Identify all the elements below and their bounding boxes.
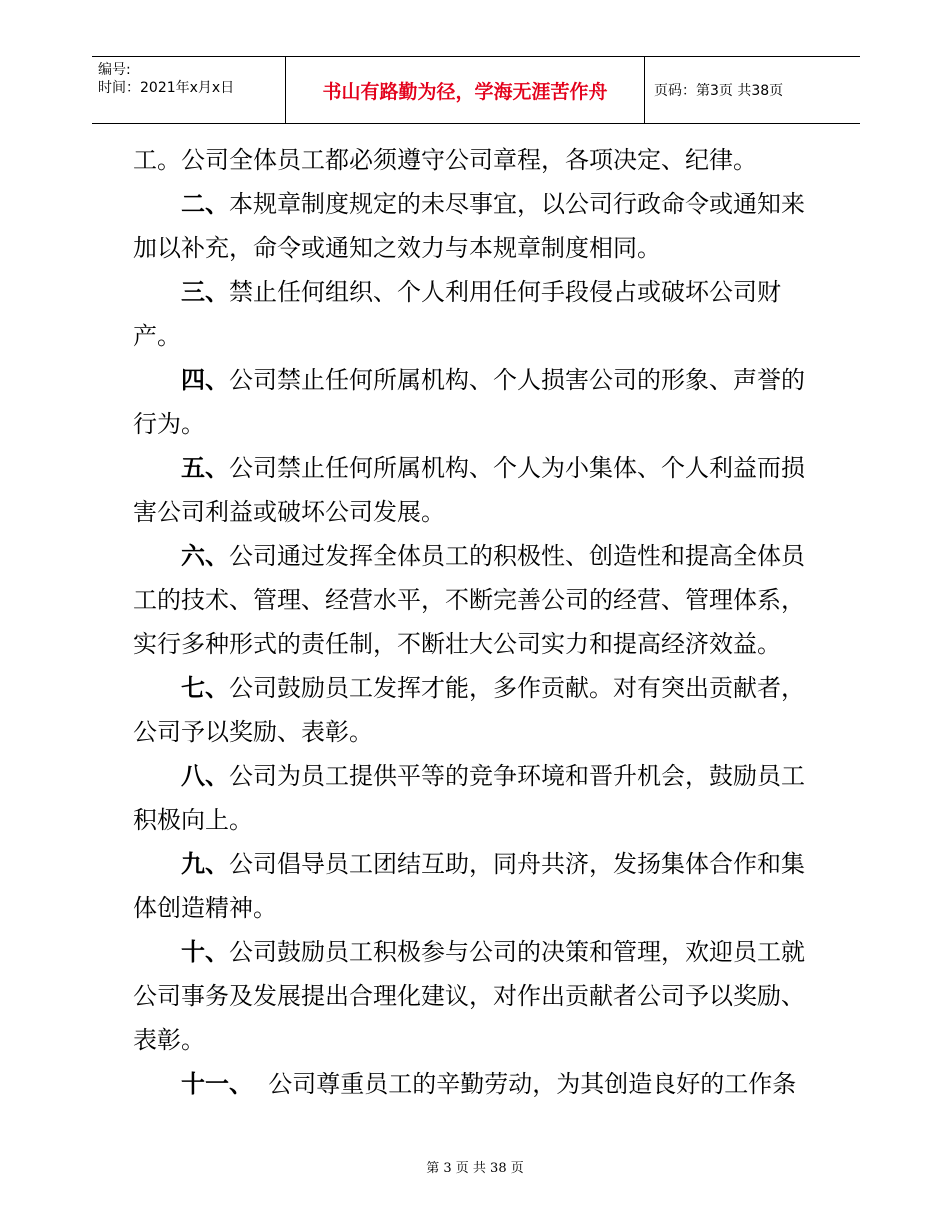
clause-number: 十一、 [181,1070,253,1098]
clause-text: 公司鼓励员工积极参与公司的决策和管理，欢迎员工就公司事务及发展提出合理化建议，对作出贡献者公司予以奖励、表彰。 [133,938,805,1054]
page-header [92,56,860,124]
clause-text: 公司尊重员工的辛勤劳动，为其创造良好的工作条 [253,1070,797,1098]
clause-3 [133,270,823,358]
clause-text: 公司禁止任何所属机构、个人损害公司的形象、声誉的行为。 [133,366,805,438]
clause-number: 四、 [181,366,229,394]
clause-6 [133,534,823,666]
document-body [133,138,823,1106]
clause-number: 五、 [181,454,229,482]
clause-number: 七、 [181,674,229,702]
paragraph-continuation: 工。公司全体员工都必须遵守公司章程，各项决定、纪律。 [133,146,757,174]
document-time: 时间：2021年x月x日 [98,80,235,96]
clause-2 [133,182,823,270]
clause-8 [133,754,823,842]
clause-number: 三、 [181,278,229,306]
header-page-info: 页码：第3页 共38页 [654,83,784,99]
clause-4 [133,358,823,446]
clause-9 [133,842,823,930]
clause-text: 公司为员工提供平等的竞争环境和晋升机会，鼓励员工积极向上。 [133,762,805,834]
clause-11 [133,1062,823,1106]
clause-text: 公司倡导员工团结互助，同舟共济，发扬集体合作和集体创造精神。 [133,850,805,922]
page-footer: 第 3 页 共 38 页 [426,1161,524,1176]
header-meta [92,57,285,123]
clause-7 [133,666,823,754]
header-motto: 书山有路勤为径，学海无涯苦作舟 [285,57,645,123]
document-number-label: 编号: [98,62,131,78]
clause-number: 九、 [181,850,229,878]
clause-10 [133,930,823,1062]
clause-number: 十、 [181,938,229,966]
clause-text: 公司禁止任何所属机构、个人为小集体、个人利益而损害公司利益或破坏公司发展。 [133,454,805,526]
clause-text: 公司通过发挥全体员工的积极性、创造性和提高全体员工的技术、管理、经营水平，不断完善公司的经营、管理体系，实行多种形式的责任制，不断壮大公司实力和提高经济效益。 [133,542,805,658]
clause-5 [133,446,823,534]
clause-text: 禁止任何组织、个人利用任何手段侵占或破坏公司财产。 [133,278,781,350]
clause-text: 公司鼓励员工发挥才能，多作贡献。对有突出贡献者，公司予以奖励、表彰。 [133,674,805,746]
clause-text: 本规章制度规定的未尽事宜，以公司行政命令或通知来加以补充，命令或通知之效力与本规章制度相同。 [133,190,805,262]
clause-number: 二、 [181,190,229,218]
clause-number: 八、 [181,762,229,790]
clause-number: 六、 [181,542,229,570]
